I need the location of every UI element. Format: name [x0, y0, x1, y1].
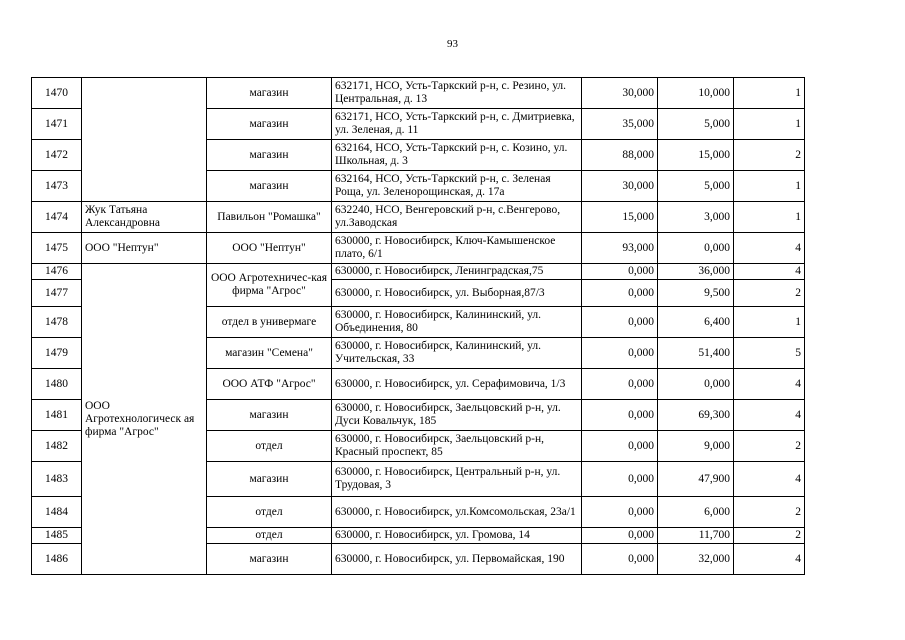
value-1: 88,000: [582, 140, 658, 171]
value-2: 10,000: [658, 78, 734, 109]
value-3: 1: [734, 78, 805, 109]
row-number: 1476: [32, 264, 82, 280]
value-2: 5,000: [658, 109, 734, 140]
object-type: магазин: [207, 400, 332, 431]
value-1: 0,000: [582, 280, 658, 307]
value-1: 35,000: [582, 109, 658, 140]
row-number: 1481: [32, 400, 82, 431]
value-3: 2: [734, 280, 805, 307]
row-number: 1478: [32, 307, 82, 338]
object-type: ООО "Нептун": [207, 233, 332, 264]
object-type: магазин: [207, 544, 332, 575]
row-number: 1477: [32, 280, 82, 307]
address: 630000, г. Новосибирск, ул.Комсомольская, 23а/1: [332, 497, 582, 528]
value-1: 93,000: [582, 233, 658, 264]
value-1: 0,000: [582, 497, 658, 528]
object-type: магазин: [207, 140, 332, 171]
table-row: [32, 202, 805, 233]
table-row: [32, 233, 805, 264]
row-number: 1483: [32, 462, 82, 497]
organization-cell: ООО "Нептун": [82, 233, 207, 264]
value-2: 0,000: [658, 369, 734, 400]
organization-cell: ООО Агротехнологическ ая фирма "Агрос": [82, 264, 207, 575]
value-3: 4: [734, 544, 805, 575]
address: 632164, НСО, Усть-Таркский р-н, с. Зеленая Роща, ул. Зеленорощинская, д. 17а: [332, 171, 582, 202]
value-2: 47,900: [658, 462, 734, 497]
organization-cell: Жук Татьяна Александровна: [82, 202, 207, 233]
object-type: Павильон "Ромашка": [207, 202, 332, 233]
object-type: магазин: [207, 109, 332, 140]
row-number: 1479: [32, 338, 82, 369]
address: 630000, г. Новосибирск, Ленинградская,75: [332, 264, 582, 280]
address: 630000, г. Новосибирск, Заельцовский р-н, Красный проспект, 85: [332, 431, 582, 462]
value-3: 4: [734, 369, 805, 400]
value-3: 5: [734, 338, 805, 369]
value-2: 32,000: [658, 544, 734, 575]
value-3: 2: [734, 497, 805, 528]
value-1: 0,000: [582, 338, 658, 369]
document-table: [31, 77, 805, 575]
address: 632164, НСО, Усть-Таркский р-н, с. Козино, ул. Школьная, д. 3: [332, 140, 582, 171]
row-number: 1484: [32, 497, 82, 528]
object-type: ООО АТФ "Агрос": [207, 369, 332, 400]
value-3: 2: [734, 140, 805, 171]
address: 630000, г. Новосибирск, Ключ-Камышенское плато, 6/1: [332, 233, 582, 264]
row-number: 1471: [32, 109, 82, 140]
value-3: 1: [734, 109, 805, 140]
row-number: 1482: [32, 431, 82, 462]
value-3: 4: [734, 264, 805, 280]
value-2: 15,000: [658, 140, 734, 171]
value-1: 0,000: [582, 462, 658, 497]
value-3: 2: [734, 431, 805, 462]
row-number: 1480: [32, 369, 82, 400]
row-number: 1472: [32, 140, 82, 171]
value-1: 30,000: [582, 171, 658, 202]
value-1: 0,000: [582, 307, 658, 338]
object-type: магазин: [207, 78, 332, 109]
address: 630000, г. Новосибирск, ул. Первомайская, 190: [332, 544, 582, 575]
value-2: 9,000: [658, 431, 734, 462]
value-3: 4: [734, 462, 805, 497]
value-3: 2: [734, 528, 805, 544]
row-number: 1485: [32, 528, 82, 544]
address: 630000, г. Новосибирск, Калининский, ул. Объединения, 80: [332, 307, 582, 338]
value-1: 15,000: [582, 202, 658, 233]
value-2: 36,000: [658, 264, 734, 280]
object-type: отдел: [207, 497, 332, 528]
row-number: 1475: [32, 233, 82, 264]
address: 630000, г. Новосибирск, ул. Громова, 14: [332, 528, 582, 544]
organization-cell: [82, 78, 207, 202]
value-3: 1: [734, 307, 805, 338]
address: 630000, г. Новосибирск, ул. Выборная,87/3: [332, 280, 582, 307]
row-number: 1486: [32, 544, 82, 575]
object-type: отдел: [207, 528, 332, 544]
page-number: 93: [447, 38, 458, 50]
value-2: 6,400: [658, 307, 734, 338]
value-2: 51,400: [658, 338, 734, 369]
value-3: 1: [734, 171, 805, 202]
address: 630000, г. Новосибирск, Калининский, ул. Учительская, 33: [332, 338, 582, 369]
value-1: 0,000: [582, 528, 658, 544]
address: 632240, НСО, Венгеровский р-н, с.Венгерово, ул.Заводская: [332, 202, 582, 233]
value-1: 0,000: [582, 264, 658, 280]
table-row: [32, 78, 805, 109]
value-3: 4: [734, 400, 805, 431]
value-1: 0,000: [582, 369, 658, 400]
value-2: 3,000: [658, 202, 734, 233]
value-1: 0,000: [582, 400, 658, 431]
row-number: 1470: [32, 78, 82, 109]
address: 630000, г. Новосибирск, ул. Серафимовича, 1/3: [332, 369, 582, 400]
object-type: магазин: [207, 171, 332, 202]
address: 630000, г. Новосибирск, Центральный р-н, ул. Трудовая, 3: [332, 462, 582, 497]
row-number: 1474: [32, 202, 82, 233]
row-number: 1473: [32, 171, 82, 202]
value-1: 0,000: [582, 431, 658, 462]
value-2: 0,000: [658, 233, 734, 264]
object-type: магазин "Семена": [207, 338, 332, 369]
value-1: 0,000: [582, 544, 658, 575]
value-2: 5,000: [658, 171, 734, 202]
object-type: ООО Агротехничес-кая фирма "Агрос": [207, 264, 332, 307]
value-2: 9,500: [658, 280, 734, 307]
object-type: отдел: [207, 431, 332, 462]
value-3: 1: [734, 202, 805, 233]
object-type: магазин: [207, 462, 332, 497]
object-type: отдел в универмаге: [207, 307, 332, 338]
address: 630000, г. Новосибирск, Заельцовский р-н, ул. Дуси Ковальчук, 185: [332, 400, 582, 431]
value-2: 6,000: [658, 497, 734, 528]
table-row: [32, 264, 805, 280]
address: 632171, НСО, Усть-Таркский р-н, с. Резино, ул. Центральная, д. 13: [332, 78, 582, 109]
value-2: 69,300: [658, 400, 734, 431]
value-2: 11,700: [658, 528, 734, 544]
address: 632171, НСО, Усть-Таркский р-н, с. Дмитриевка, ул. Зеленая, д. 11: [332, 109, 582, 140]
value-1: 30,000: [582, 78, 658, 109]
value-3: 4: [734, 233, 805, 264]
